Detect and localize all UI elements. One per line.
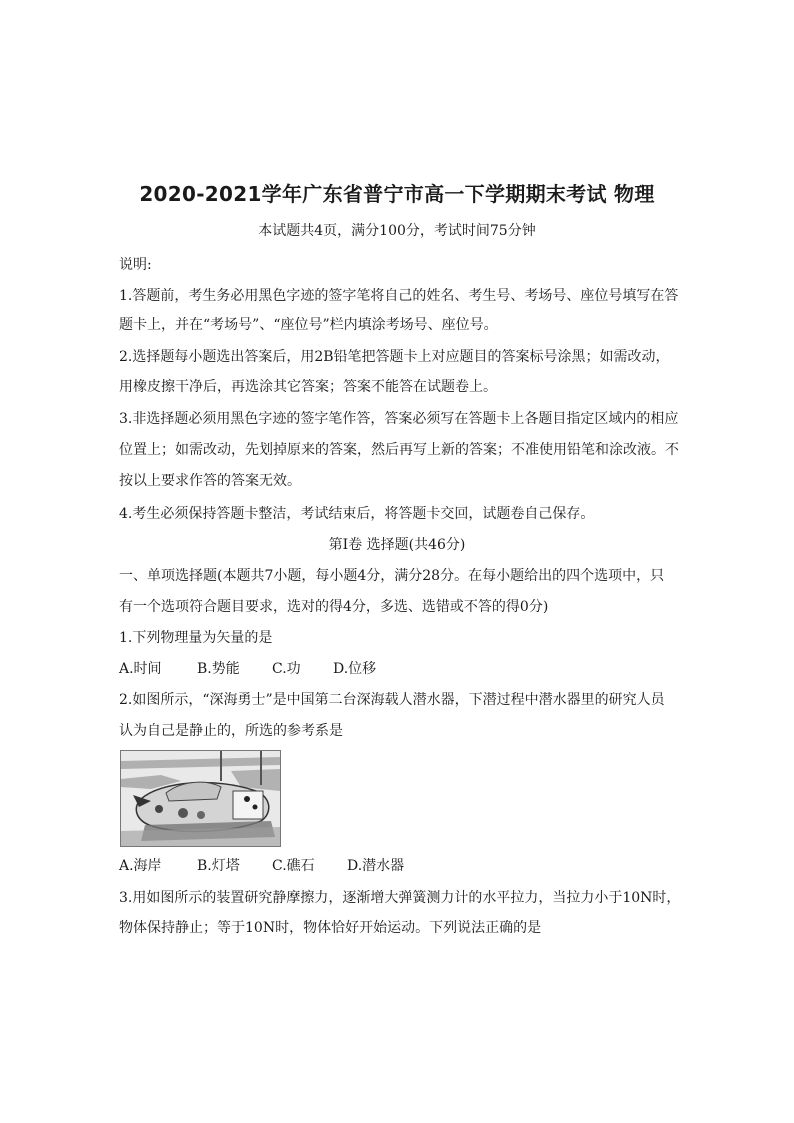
instruction-line: 4.考生必须保持答题卡整洁，考试结束后，将答题卡交回，试题卷自己保存。 [119, 506, 595, 522]
question-1-stem: 1.下列物理量为矢量的是 [119, 630, 273, 646]
question-2-stem: 2.如图所示，“深海勇士”是中国第二台深海载人潜水器，下潜过程中潜水器里的研究人员 [119, 692, 665, 708]
option-d: D.位移 [333, 661, 377, 677]
option-a: A.时间 [119, 661, 162, 677]
exam-subtitle: 本试题共4页，满分100分，考试时间75分钟 [258, 223, 536, 239]
question-3-stem: 物体保持静止；等于10N时，物体恰好开始运动。下列说法正确的是 [119, 920, 542, 936]
option-d: D.潜水器 [347, 858, 405, 874]
question-1-options [119, 659, 376, 679]
question-2-options [119, 856, 404, 876]
part-intro-line: 一、单项选择题(本题共7小题，每小题4分，满分28分。在每小题给出的四个选项中，只 [119, 568, 665, 584]
instruction-line: 题卡上，并在“考场号”、“座位号”栏内填涂考场号、座位号。 [119, 317, 498, 333]
exam-title: 2020-2021学年广东省普宁市高一下学期期末考试 物理 [139, 182, 655, 206]
question-2-stem: 认为自己是静止的，所选的参考系是 [119, 723, 343, 739]
option-c: C.功 [272, 661, 301, 677]
question-3-stem: 3.用如图所示的装置研究静摩擦力，逐渐增大弹簧测力计的水平拉力，当拉力小于10N时， [119, 890, 681, 906]
option-c: C.礁石 [272, 858, 315, 874]
instruction-line: 3.非选择题必须用黑色字迹的签字笔作答，答案必须写在答题卡上各题目指定区域内的相应 [119, 411, 679, 427]
part-intro-line: 有一个选项符合题目要求，选对的得4分，多选、选错或不答的得0分) [119, 599, 549, 615]
instruction-line: 2.选择题每小题选出答案后，用2B铅笔把答题卡上对应题目的答案标号涂黑；如需改动， [119, 349, 670, 365]
instruction-line: 用橡皮擦干净后，再选涂其它答案；答案不能答在试题卷上。 [119, 379, 497, 395]
instruction-line: 位置上；如需改动，先划掉原来的答案，然后再写上新的答案；不准使用铅笔和涂改液。不 [119, 442, 679, 458]
option-b: B.灯塔 [197, 858, 240, 874]
option-a: A.海岸 [119, 858, 162, 874]
option-b: B.势能 [197, 661, 240, 677]
instructions-heading: 说明: [119, 257, 152, 273]
instruction-line: 1.答题前，考生务必用黑色字迹的签字笔将自己的姓名、考生号、考场号、座位号填写在答 [119, 288, 679, 304]
instruction-line: 按以上要求作答的答案无效。 [119, 473, 301, 489]
section-title: 第Ⅰ卷 选择题(共46分) [328, 537, 466, 553]
submersible-photo [120, 750, 281, 847]
